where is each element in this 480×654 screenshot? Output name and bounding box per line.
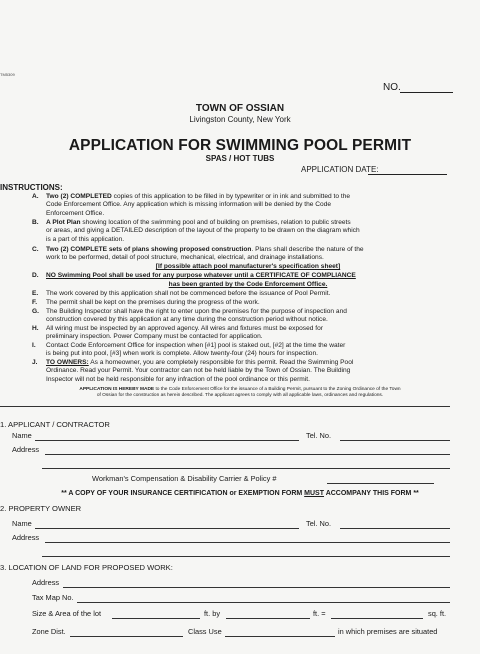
location-address-field[interactable] [63,587,450,588]
instruction-g-line1: The Building Inspector shall have the right to enter upon the premises for the purpose of inspection and [46,308,347,315]
section1-heading: 1. APPLICANT / CONTRACTOR [0,420,110,429]
workers-comp-field[interactable] [327,483,434,484]
instruction-letter: H. [32,325,39,332]
applicant-tel-field[interactable] [340,440,450,441]
lot-area-field[interactable] [331,618,423,619]
applicant-name-field[interactable] [35,440,299,441]
application-statement-line2: of Ossian for the construction as herein described. The applicant agrees to comply with all applicable laws, ordinances and regulations. [96,393,384,399]
instruction-c-line1: . Plans shall describe the nature of the [251,246,364,253]
permit-number-field[interactable] [400,92,453,93]
owner-name-label: Name [12,519,32,528]
form-subtitle: SPAS / HOT TUBS [205,154,275,163]
application-date-field[interactable] [368,174,447,175]
applicant-name-label: Name [12,431,32,440]
section3-heading: 3. LOCATION OF LAND FOR PROPOSED WORK: [0,563,173,572]
location-address-label: Address [32,578,60,587]
instruction-c-line2: work to be performed, detail of pool structure, mechanical, electrical, and drainage installations. [46,254,324,262]
owner-address-field-line2[interactable] [42,556,450,557]
application-statement [0,387,480,400]
instruction-letter: B. [32,219,39,226]
county-name: Livingston County, New York [189,115,291,124]
application-statement-emphasis: APPLICATION IS HEREBY MADE [79,387,155,392]
instruction-c-spec-sheet-note: [If possible attach pool manufacturer's specification sheet] [155,263,341,270]
instruction-g-line2: construction covered by this application at any time during the construction period without notice. [46,316,328,324]
application-date-label: APPLICATION DATE: [301,165,379,174]
instruction-h-line1: All wiring must be inspected by an approved agency. All wires and fixtures must be exposed for [46,325,323,332]
instruction-letter: F. [32,299,38,306]
applicant-address-field[interactable] [45,454,450,455]
instruction-letter: C. [32,246,39,253]
instruction-letter: G. [32,308,39,315]
application-statement-line1: to the Code Enforcement Office for the issuance of a Building Permit, pursuant to the Zoning Ordinance of the Town [154,387,401,392]
lot-width-field[interactable] [112,618,200,619]
owner-name-field[interactable] [35,528,299,529]
instruction-d-line1: NO Swimming Pool shall be used for any purpose whatever until a CERTIFICATE OF COMPLIANCE [46,272,356,279]
insurance-notice [0,490,480,497]
zone-district-field[interactable] [70,636,183,637]
owner-address-label: Address [12,533,40,542]
class-use-label: Class Use [188,627,222,636]
instruction-f-line1: The permit shall be kept on the premises during the progress of the work. [46,299,260,306]
instruction-letter: I. [32,342,36,349]
instruction-a-line1: copies of this application to be filled in by typewriter or in ink and submitted to the [111,193,351,200]
instruction-b-line1: showing location of the swimming pool and of building on premises, relation to public streets [80,219,351,226]
lot-ft-by-label: ft. by [204,609,221,618]
form-title: APPLICATION FOR SWIMMING POOL PERMIT [68,137,412,154]
instruction-a-line3: Enforcement Office. [46,209,105,217]
lot-depth-field[interactable] [226,618,310,619]
applicant-address-field-line2[interactable] [42,468,450,469]
instruction-j-line3: Inspector will not be held responsible for any infraction of the pool ordinance or this permit. [46,375,310,383]
insurance-notice-text-end: ACCOMPANY THIS FORM ** [324,490,419,497]
lot-size-label: Size & Area of the lot [32,609,102,618]
town-name: TOWN OF OSSIAN [195,103,285,114]
instruction-d-line2: has been granted by the Code Enforcement Office. [168,281,328,288]
instructions-heading: INSTRUCTIONS: [0,183,63,192]
instruction-j-line1: As a homeowner, you are completely responsible for this permit. Read the Swimming Pool [88,359,354,366]
lot-sq-ft-label: sq. ft. [428,609,447,618]
form-code: TM5309 [0,72,15,77]
instruction-h-line2: preliminary inspection. Power Company must be contacted for application. [46,333,263,341]
instruction-j-emphasis: TO OWNERS: [46,359,89,366]
instruction-a-line2: Code Enforcement Office. Any application which is missing information will be denied by the Code [46,201,332,209]
workers-comp-label: Workman's Compensation & Disability Carrier & Policy # [92,474,277,483]
section-divider [0,406,450,407]
instruction-b-line3: is a part of this application. [46,235,125,243]
instruction-b-emphasis: A Plot Plan [46,219,81,226]
lot-ft-equals-label: ft. = [313,609,326,618]
applicant-tel-label: Tel. No. [306,431,332,440]
insurance-notice-must: MUST [304,490,325,497]
applicant-address-label: Address [12,445,40,454]
tax-map-field[interactable] [77,602,450,603]
instruction-letter: J. [32,359,38,366]
instruction-letter: D. [32,272,39,279]
instruction-letter: A. [32,193,39,200]
instruction-i-line1: Contact Code Enforcement Office for inspection when [#1] pool is staked out, [#2] at the time the water [46,342,346,349]
tax-map-label: Tax Map No. [32,593,74,602]
instruction-b-line2: or areas, and giving a DETAILED description of the layout of the property to be drawn on the diagram which [46,227,360,235]
instruction-a-emphasis: Two (2) COMPLETED [46,193,112,200]
owner-tel-label: Tel. No. [306,519,332,528]
premises-situated-label: in which premises are situated [338,627,438,636]
owner-tel-field[interactable] [340,528,450,529]
section2-heading: 2. PROPERTY OWNER [0,504,82,513]
instruction-e-line1: The work covered by this application shall not be commenced before the issuance of Pool Permit. [46,290,331,297]
class-use-field[interactable] [225,636,335,637]
permit-number-label: NO. [383,82,401,93]
insurance-notice-text: ** A COPY OF YOUR INSURANCE CERTIFICATION or EXEMPTION FORM [61,490,305,497]
instruction-letter: E. [32,290,39,297]
zone-district-label: Zone Dist. [32,627,66,636]
instruction-c-emphasis: Two (2) COMPLETE sets of plans showing proposed construction [46,246,252,253]
instruction-j-line2: Ordinance. Read your Permit. Your contractor can not be held liable by the Town of Ossian. The Building [46,367,351,375]
owner-address-field[interactable] [45,542,450,543]
instruction-i-line2: is being put into pool, [#3] when work is complete. Allow twenty-four (24) hours for inspection. [46,350,318,358]
